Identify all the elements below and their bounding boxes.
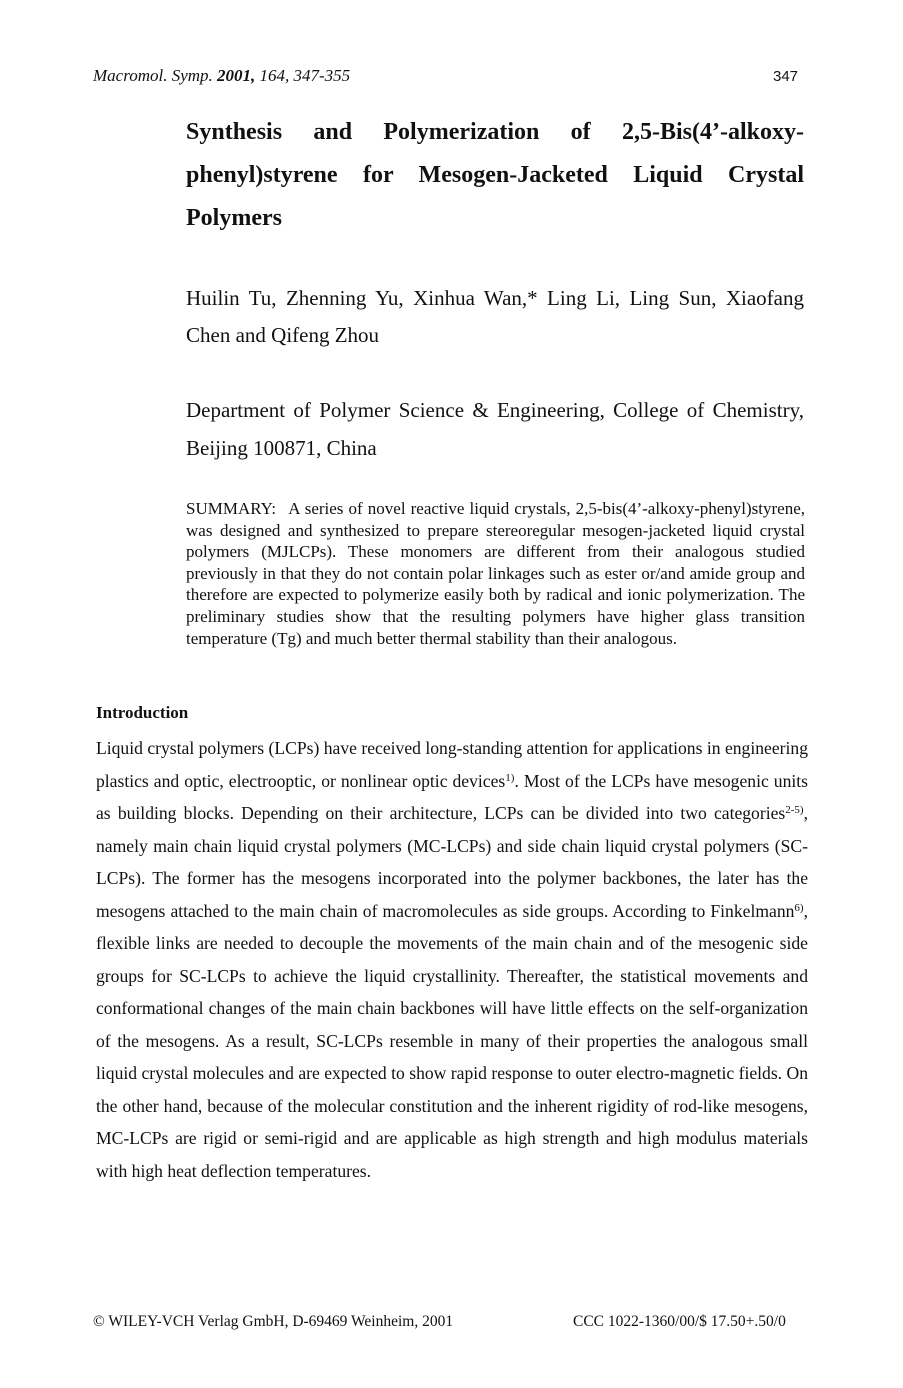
summary-text: A series of novel reactive liquid crystals, 2,5-bis(4’-alkoxy-phenyl)styrene, was designed and synthesized to prepare stereoregular mesogen-jacketed liquid crystal polymers (MJLCPs). These monomers are different from their analogous studied previously in that they do not contain polar linkages such as ester or/and amide group and therefore are expected to polymerize easily both by radical and ionic polymerization. The preliminary studies show that the resulting polymers have higher glass transition temperature (Tg) and much better thermal stability than their analogous. <box>186 499 806 648</box>
paper-title: Synthesis and Polymerization of 2,5-Bis(4’-alkoxy-phenyl)styrene for Mesogen-Jacketed Liquid Crystal Polymers <box>186 119 804 231</box>
intro-text-1: Liquid crystal polymers (LCPs) have received long-standing attention for applications in engineering plastics and optic, electrooptic, or nonlinear optic devices <box>96 738 808 791</box>
citation-ref-1: 1) <box>505 771 515 784</box>
intro-text-2: . Most of the LCPs have mesogenic units as building blocks. Depending on their architecture, LCPs can be divided into two categories <box>96 770 809 823</box>
summary-label: SUMMARY: <box>186 499 277 518</box>
intro-text-3: , namely main chain liquid crystal polymers (MC-LCPs) and side chain liquid crystal polymers (SC-LCPs). The former has the mesogens incorporated into the polymer backbones, the later has the mesogens attached to the main chain of macromolecules as side groups. According to Finkelmann <box>96 803 808 921</box>
intro-text-4: , flexible links are needed to decouple the movements of the main chain and of the mesogenic side groups for SC-LCPs to achieve the liquid crystallinity. Thereafter, the statistical movements and conformational changes of the main chain backbones will have little effects on the self-organization of the mesogens. As a result, SC-LCPs resemble in many of their properties the analogous small liquid crystal molecules and are expected to show rapid response to outer electro-magnetic fields. On the other hand, because of the molecular constitution and the inherent rigidity of rod-like mesogens, MC-LCPs are rigid or semi-rigid and are applicable as high strength and high modulus materials with high heat deflection temperatures. <box>96 900 808 1181</box>
journal-volume-pages: 164, 347-355 <box>259 66 351 85</box>
affiliation: Department of Polymer Science & Engineering, College of Chemistry, Beijing 100871, China <box>186 398 804 460</box>
footer-copyright: © WILEY-VCH Verlag GmbH, D-69469 Weinheim, 2001 <box>93 1313 454 1330</box>
journal-name: Macromol. Symp. <box>93 66 213 85</box>
footer-ccc-code: CCC 1022-1360/00/$ 17.50+.50/0 <box>573 1313 786 1330</box>
introduction-paragraph <box>96 732 808 1187</box>
citation-ref-3: 6) <box>794 901 804 914</box>
section-heading-introduction: Introduction <box>96 703 189 722</box>
journal-citation <box>93 66 350 86</box>
journal-year: 2001, <box>217 66 256 85</box>
summary-abstract <box>186 498 805 649</box>
page-number: 347 <box>773 68 799 85</box>
citation-ref-2: 2-5) <box>785 804 804 816</box>
author-list: Huilin Tu, Zhenning Yu, Xinhua Wan,* Ling Li, Ling Sun, Xiaofang Chen and Qifeng Zhou <box>186 286 804 347</box>
